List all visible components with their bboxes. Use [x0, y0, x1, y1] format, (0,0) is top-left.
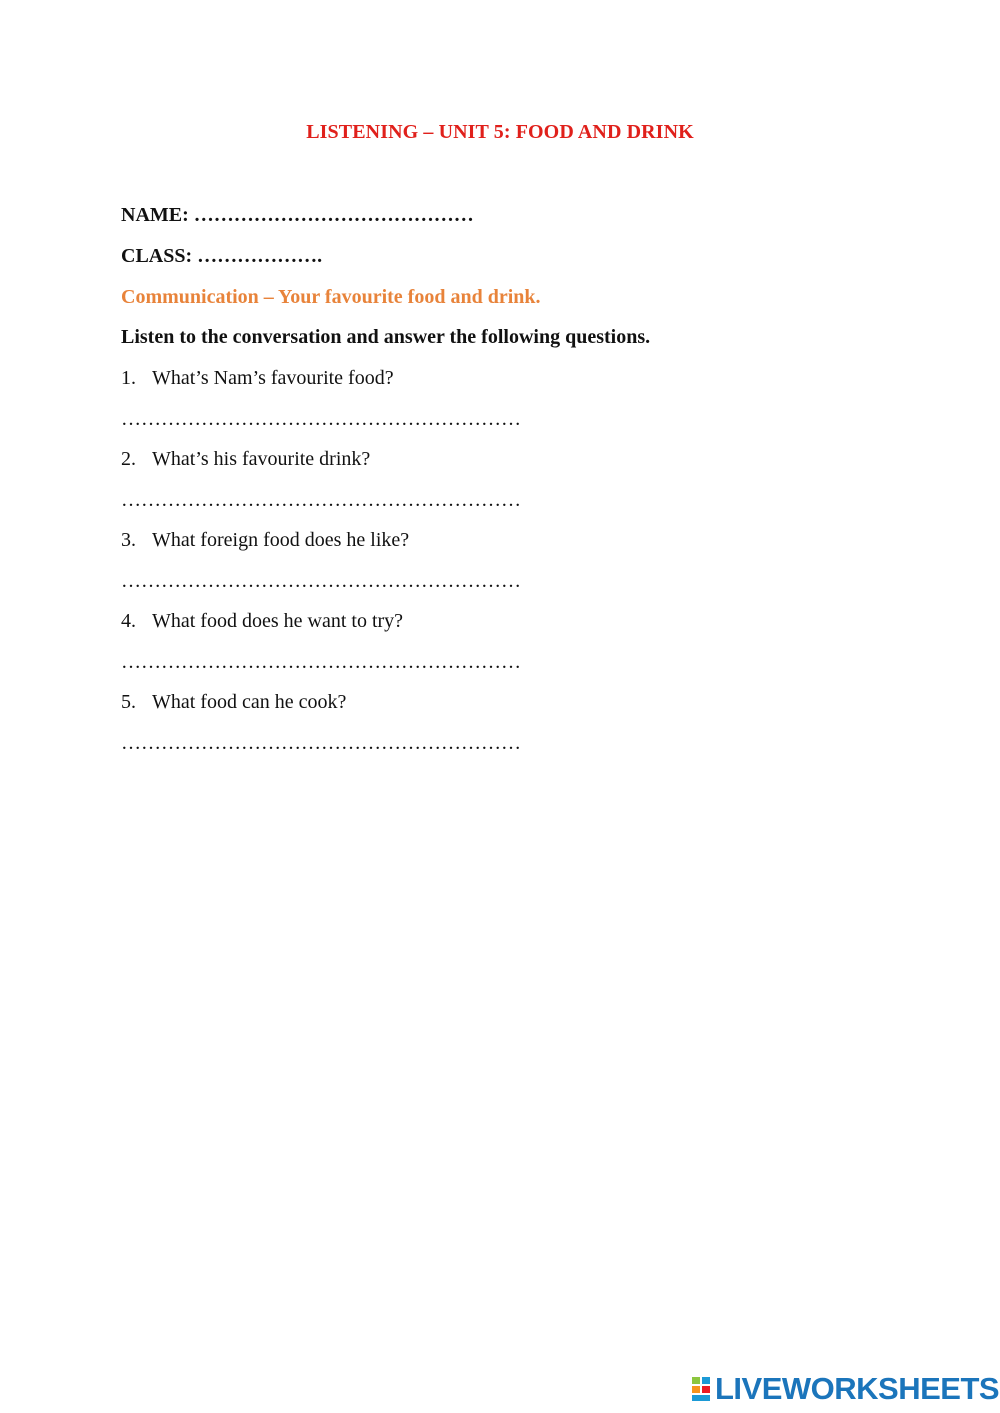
class-field[interactable]: CLASS: ………………. — [121, 245, 323, 267]
question-text: What foreign food does he like? — [152, 529, 410, 551]
question-text: What food can he cook? — [152, 691, 347, 713]
question-number: 3. — [121, 529, 136, 551]
question-5 — [121, 690, 346, 714]
question-text: What’s Nam’s favourite food? — [152, 367, 394, 389]
question-text: What food does he want to try? — [152, 610, 404, 632]
answer-3-field[interactable]: …………………………………………………… — [121, 570, 521, 592]
question-2 — [121, 447, 370, 471]
question-number: 4. — [121, 610, 136, 632]
liveworksheets-logo-text: LIVEWORKSHEETS — [715, 1371, 1000, 1406]
liveworksheets-logo — [692, 1371, 1000, 1406]
answer-4-field[interactable]: …………………………………………………… — [121, 651, 521, 673]
worksheet-title: LISTENING – UNIT 5: FOOD AND DRINK — [306, 121, 694, 143]
answer-5-field[interactable]: …………………………………………………… — [121, 732, 521, 754]
question-number: 5. — [121, 691, 136, 713]
question-text: What’s his favourite drink? — [152, 448, 371, 470]
instruction-text: Listen to the conversation and answer the following questions. — [121, 326, 651, 348]
liveworksheets-logo-icon — [692, 1377, 712, 1401]
question-1 — [121, 366, 394, 390]
name-field[interactable]: NAME: …………………………………… — [121, 204, 474, 226]
question-4 — [121, 609, 403, 633]
answer-2-field[interactable]: …………………………………………………… — [121, 489, 521, 511]
answer-1-field[interactable]: …………………………………………………… — [121, 408, 521, 430]
question-number: 1. — [121, 367, 136, 389]
question-number: 2. — [121, 448, 136, 470]
section-heading: Communication – Your favourite food and drink. — [121, 286, 541, 308]
question-3 — [121, 528, 409, 552]
